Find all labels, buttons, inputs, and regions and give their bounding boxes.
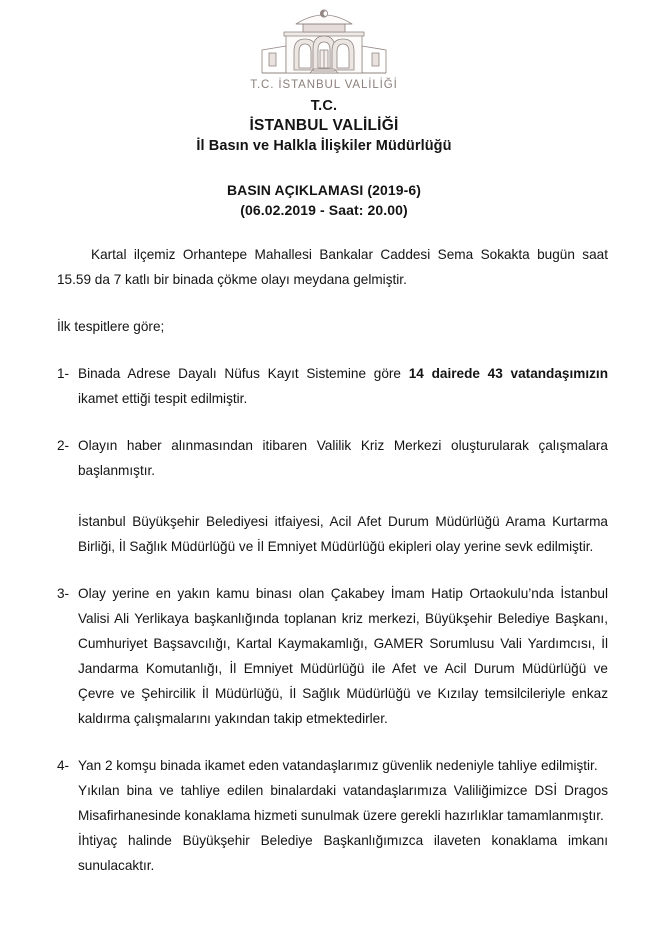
list-item-number: 2-	[57, 438, 70, 453]
press-release-title: BASIN AÇIKLAMASI (2019-6)	[226, 182, 422, 198]
press-release-datetime: (06.02.2019 - Saat: 20.00)	[240, 202, 408, 218]
item1-bold-highlight: 14 dairede 43 vatandaşımızın	[408, 366, 608, 381]
spacer	[57, 411, 608, 433]
list-item-text: Olay yerine en yakın kamu binası olan Çakabey İmam Hatip Ortaokulu’nda İstanbul Valisi Ali Yerlikaya başkanlığında toplanan kriz merkezi, Büyükşehir Belediye Başkanı, Cumhuriyet Başsavcılığı, Kartal Kaymakamlığı, GAMER Sorumlusu Vali Yardımcısı, İl Jandarma Komutanlığı, İl Emniyet Müdürlüğü ile Afet ve Acil Durum Müdürlüğü ve Çevre ve Şehircilik İl Müdürlüğü, İl Sağlık Müdürlüğü ve Kızılay temsilcileriyle enkaz kaldırma çalışmalarını yakından takip etmektedirler.	[78, 586, 608, 726]
intro-paragraph: Kartal ilçemiz Orhantepe Mahallesi Bankalar Caddesi Sema Sokakta bugün saat 15.59 da 7 katlı bir binada çökme olayı meydana gelmiştir.	[57, 247, 608, 287]
list-item	[57, 581, 608, 731]
list-item	[57, 361, 608, 411]
list-item	[57, 753, 608, 878]
list-item-body	[78, 581, 608, 731]
header-line-tc: T.C.	[310, 98, 338, 114]
list-item-sub-paragraph-1: Yıkılan bina ve tahliye edilen binalardaki vatandaşlarımıza Valiliğimizce DSİ Dragos Misafirhanesinde konaklama hizmeti sunulmak üzere gerekli hazırlıklar tamamlanmıştır.	[78, 783, 608, 823]
spacer	[78, 483, 608, 509]
item1-text-after: ikamet ettiği tespit edilmiştir.	[78, 391, 248, 406]
document-body	[0, 242, 648, 878]
emblem-caption: T.C. İSTANBUL VALİLİĞİ	[250, 79, 398, 91]
document-header	[0, 97, 648, 156]
list-item-number: 4-	[57, 758, 70, 773]
press-release-title-block	[0, 180, 648, 220]
list-item-body	[78, 433, 608, 559]
list-item-text: Yan 2 komşu binada ikamet eden vatandaşlarımız güvenlik nedeniyle tahliye edilmiştir.	[78, 758, 598, 773]
list-item-number: 3-	[57, 586, 70, 601]
list-item-text: Olayın haber alınmasından itibaren Valilik Kriz Merkezi oluşturularak çalışmalara başlanmıştır.	[78, 438, 608, 478]
header-line-mudurlugu: İl Basın ve Halkla İlişkiler Müdürlüğü	[196, 138, 452, 154]
list-item-sub-paragraph-2: İhtiyaç halinde Büyükşehir Belediye Başkanlığımızca ilaveten konaklama imkanı sunulacaktır.	[78, 833, 608, 873]
item1-text-before: Binada Adrese Dayalı Nüfus Kayıt Sistemine göre	[78, 366, 409, 381]
emblem-block	[0, 0, 648, 91]
list-item-number: 1-	[57, 366, 70, 381]
list-item-body	[78, 753, 608, 878]
list-item-body	[78, 361, 608, 411]
spacer	[57, 559, 608, 581]
list-item-extra-paragraph: İstanbul Büyükşehir Belediyesi itfaiyesi, Acil Afet Durum Müdürlüğü Arama Kurtarma Birliği, İl Sağlık Müdürlüğü ve İl Emniyet Müdürlüğü ekipleri olay yerine sevk edilmiştir.	[78, 514, 608, 554]
governorship-building-emblem-icon	[258, 6, 390, 78]
list-item	[57, 433, 608, 559]
list-item-text	[78, 361, 608, 411]
spacer	[57, 292, 608, 314]
lead-line: İlk tespitlere göre;	[57, 319, 165, 334]
header-line-valiligi: İSTANBUL VALİLİĞİ	[249, 117, 399, 134]
spacer	[57, 731, 608, 753]
spacer	[57, 339, 608, 361]
